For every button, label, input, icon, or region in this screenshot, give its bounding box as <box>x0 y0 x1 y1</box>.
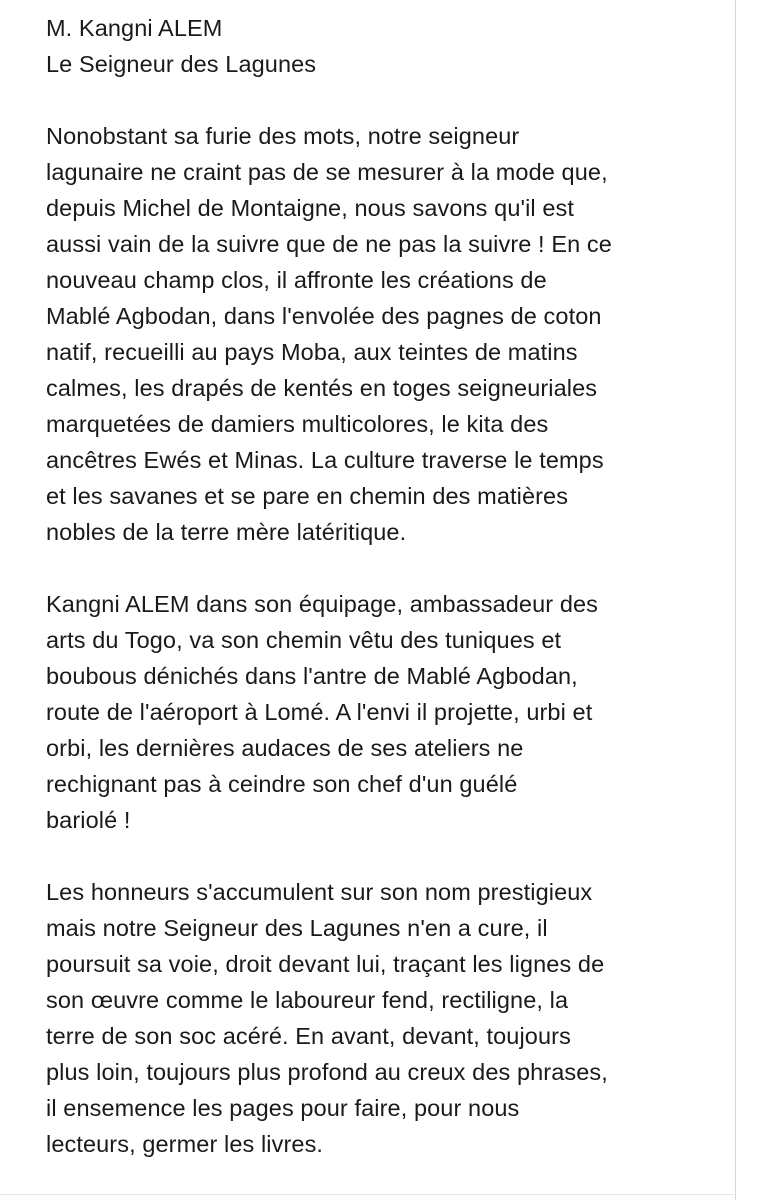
text-line: ancêtres Ewés et Minas. La culture traverse le temps <box>46 447 604 473</box>
text-line: nouveau champ clos, il affronte les créations de <box>46 267 547 293</box>
text-line: calmes, les drapés de kentés en toges seigneuriales <box>46 375 598 401</box>
paragraph-gap <box>46 550 730 586</box>
text-line: lagunaire ne craint pas de se mesurer à la mode que, <box>46 159 608 185</box>
paragraph-gap <box>46 838 730 874</box>
text-line: poursuit sa voie, droit devant lui, traçant les lignes de <box>46 951 605 977</box>
text-line: Mablé Agbodan, dans l'envolée des pagnes de coton <box>46 303 602 329</box>
text-line: nobles de la terre mère latéritique. <box>46 519 407 545</box>
document-body <box>46 10 730 1162</box>
title-line: Le Seigneur des Lagunes <box>46 51 317 77</box>
paragraph-2 <box>46 586 730 838</box>
text-line: plus loin, toujours plus profond au creux des phrases, <box>46 1059 608 1085</box>
text-line: son œuvre comme le laboureur fend, rectiligne, la <box>46 987 569 1013</box>
paragraph-1 <box>46 118 730 550</box>
text-line: orbi, les dernières audaces de ses ateliers ne <box>46 735 524 761</box>
text-line: Nonobstant sa furie des mots, notre seigneur <box>46 123 520 149</box>
text-line: et les savanes et se pare en chemin des matières <box>46 483 569 509</box>
text-line: lecteurs, germer les livres. <box>46 1131 324 1157</box>
text-line: terre de son soc acéré. En avant, devant, toujours <box>46 1023 571 1049</box>
paragraph-gap <box>46 82 730 118</box>
text-line: il ensemence les pages pour faire, pour nous <box>46 1095 520 1121</box>
text-line: marquetées de damiers multicolores, le kita des <box>46 411 549 437</box>
bottom-divider <box>0 1194 736 1195</box>
text-line: Les honneurs s'accumulent sur son nom prestigieux <box>46 879 593 905</box>
text-line: natif, recueilli au pays Moba, aux teintes de matins <box>46 339 578 365</box>
text-line: route de l'aéroport à Lomé. A l'envi il projette, urbi et <box>46 699 593 725</box>
author-line: M. Kangni ALEM <box>46 15 223 41</box>
text-line: boubous dénichés dans l'antre de Mablé Agbodan, <box>46 663 578 689</box>
text-line: aussi vain de la suivre que de ne pas la suivre ! En ce <box>46 231 612 257</box>
paragraph-3 <box>46 874 730 1162</box>
text-line: depuis Michel de Montaigne, nous savons qu'il est <box>46 195 575 221</box>
text-line: arts du Togo, va son chemin vêtu des tuniques et <box>46 627 562 653</box>
text-line: bariolé ! <box>46 807 131 833</box>
text-line: mais notre Seigneur des Lagunes n'en a cure, il <box>46 915 548 941</box>
text-line: rechignant pas à ceindre son chef d'un guélé <box>46 771 518 797</box>
page-margin <box>737 0 758 1200</box>
text-line: Kangni ALEM dans son équipage, ambassadeur des <box>46 591 599 617</box>
